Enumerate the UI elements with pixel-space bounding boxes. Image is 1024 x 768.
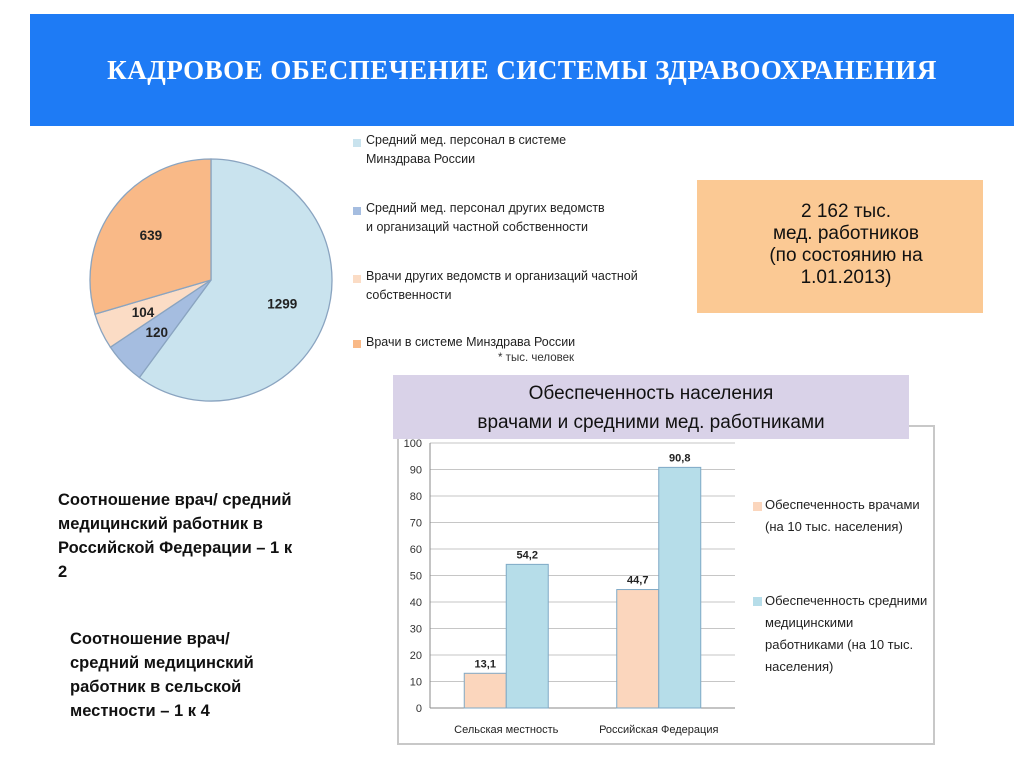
y-tick-label-0: 0	[415, 703, 422, 715]
legend-item-2: Врачи других ведомств и организаций частной собственности	[366, 269, 638, 302]
summary-line-1: 2 162 тыс.	[801, 201, 891, 222]
bar-value-label-0-0: 13,1	[474, 658, 496, 671]
pie-label-3: 639	[139, 228, 163, 244]
legend-swatch-3	[353, 340, 361, 348]
x-tick-label-0: Сельская местность	[454, 724, 559, 736]
pie-label-2: 104	[131, 304, 155, 320]
bar-chart-title	[393, 375, 909, 439]
pie-note: * тыс. человек	[498, 352, 574, 364]
y-tick-label-90: 90	[409, 464, 422, 477]
summary-line-3: (по состоянию на	[769, 245, 923, 266]
bar-value-label-1-1: 90,8	[669, 452, 691, 465]
ratio-rural: Соотношение врач/ средний медицинский работник в сельской местности – 1 к 4	[70, 630, 254, 720]
y-tick-label-70: 70	[409, 517, 422, 530]
y-tick-label-100: 100	[403, 439, 422, 450]
y-tick-label-40: 40	[409, 597, 422, 609]
x-tick-label-1: Российская Федерация	[599, 724, 719, 736]
legend-item-3: Врачи в системе Минздрава России	[366, 335, 576, 349]
summary-box	[697, 180, 983, 313]
legend-item-0: Средний мед. персонал в системе Минздрава России	[366, 133, 567, 166]
bar-legend-swatch-0	[753, 502, 762, 511]
bar-value-label-1-0: 44,7	[627, 574, 649, 587]
page-title: КАДРОВОЕ ОБЕСПЕЧЕНИЕ СИСТЕМЫ ЗДРАВООХРАНЕНИЯ	[107, 54, 937, 85]
summary-line-4: 1.01.2013)	[800, 267, 892, 288]
title-banner	[30, 14, 1014, 126]
legend-swatch-2	[353, 275, 361, 283]
bar-value-label-0-1: 54,2	[516, 549, 538, 562]
legend-swatch-0	[353, 139, 361, 147]
legend-swatch-1	[353, 207, 361, 215]
bar-legend-item-1: Обеспеченность средними медицинскими работниками (на 10 тыс. населения)	[765, 593, 928, 674]
bar-0-0	[464, 673, 506, 708]
y-tick-label-20: 20	[409, 650, 422, 662]
y-tick-label-10: 10	[409, 676, 422, 689]
y-tick-label-80: 80	[409, 491, 422, 503]
pie-label-1: 120	[145, 324, 169, 340]
pie-label-0: 1299	[267, 296, 298, 312]
bar-legend-item-0: Обеспеченность врачами (на 10 тыс. населения)	[765, 497, 920, 534]
ratio-national: Соотношение врач/ средний медицинский работник в Российской Федерации – 1 к 2	[58, 491, 293, 581]
bar-chart-title-line-1: Обеспеченность населения	[528, 383, 774, 404]
bar-legend-swatch-1	[753, 597, 762, 606]
bar-chart	[397, 439, 737, 739]
bar-0-1	[506, 564, 548, 708]
y-tick-label-50: 50	[409, 570, 422, 583]
y-tick-label-30: 30	[409, 623, 422, 636]
summary-line-2: мед. работников	[772, 223, 920, 244]
pie-chart	[80, 150, 350, 420]
bar-1-0	[617, 590, 659, 708]
legend-item-1: Средний мед. персонал других ведомств и организаций частной собственности	[366, 201, 605, 234]
bar-1-1	[659, 467, 701, 708]
y-tick-label-60: 60	[409, 544, 422, 556]
bar-chart-title-line-2: врачами и средними мед. работниками	[477, 412, 825, 433]
